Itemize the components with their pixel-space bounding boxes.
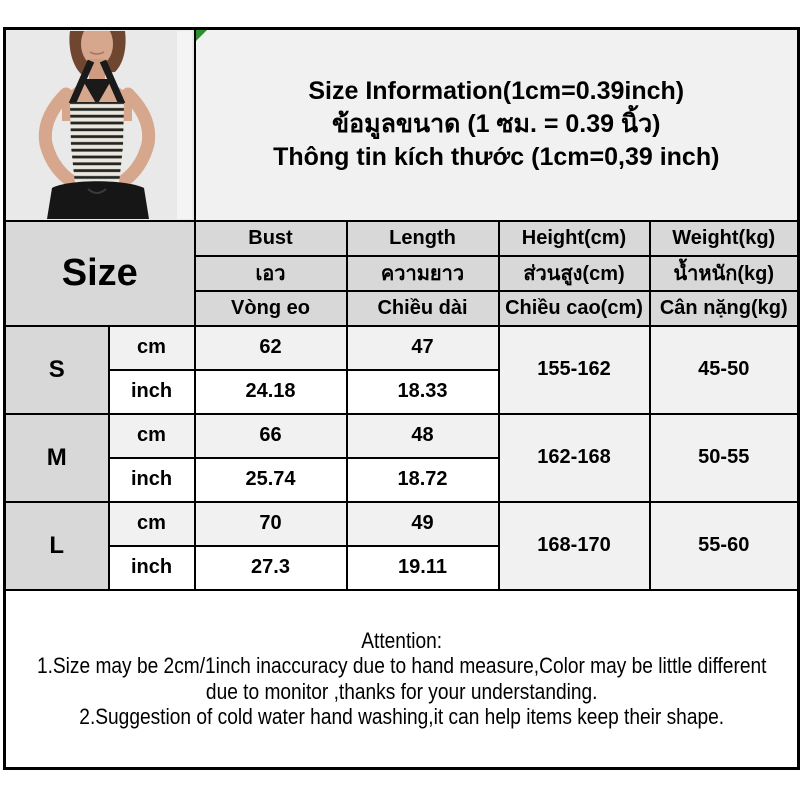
weight-value: 55-60 — [650, 502, 799, 590]
header-height-vi: Chiều cao(cm) — [499, 291, 650, 326]
attention-line-3: 2.Suggestion of cold water hand washing,it can help items keep their shape. — [79, 704, 725, 730]
striped-tube-top — [70, 102, 124, 184]
size-table — [3, 27, 800, 770]
header-length-vi: Chiều dài — [347, 291, 499, 326]
length-cm-value: 48 — [347, 414, 499, 458]
size-label-l: L — [5, 502, 109, 590]
height-value: 162-168 — [499, 414, 650, 502]
header-weight-th: น้ำหนัก(kg) — [650, 256, 799, 291]
title-en: Size Information(1cm=0.39inch) — [308, 77, 685, 106]
title-vi: Thông tin kích thước (1cm=0,39 inch) — [273, 143, 720, 172]
header-weight-vi: Cân nặng(kg) — [650, 291, 799, 326]
weight-value: 50-55 — [650, 414, 799, 502]
unit-inch: inch — [109, 370, 195, 414]
length-inch-value: 19.11 — [347, 546, 499, 590]
header-weight-en: Weight(kg) — [650, 221, 799, 256]
bust-cm-value: 70 — [195, 502, 347, 546]
title-th: ข้อมูลขนาด (1 ซม. = 0.39 นิ้ว) — [332, 110, 661, 139]
model-photo-illustration — [6, 31, 192, 219]
size-header: Size — [5, 221, 195, 326]
model-photo — [5, 29, 195, 221]
title-cell — [195, 29, 799, 221]
attention-heading: Attention: — [361, 627, 443, 653]
header-height-en: Height(cm) — [499, 221, 650, 256]
pants — [47, 181, 149, 219]
header-length-en: Length — [347, 221, 499, 256]
unit-cm: cm — [109, 414, 195, 458]
bust-cm-value: 66 — [195, 414, 347, 458]
header-height-th: ส่วนสูง(cm) — [499, 256, 650, 291]
length-inch-value: 18.33 — [347, 370, 499, 414]
length-cm-value: 47 — [347, 326, 499, 370]
bust-inch-value: 27.3 — [195, 546, 347, 590]
length-cm-value: 49 — [347, 502, 499, 546]
size-label-s: S — [5, 326, 109, 414]
bust-inch-value: 25.74 — [195, 458, 347, 502]
header-bust-th: เอว — [195, 256, 347, 291]
attention-note — [5, 590, 799, 769]
green-corner-marker — [196, 30, 207, 41]
length-inch-value: 18.72 — [347, 458, 499, 502]
unit-inch: inch — [109, 458, 195, 502]
weight-value: 45-50 — [650, 326, 799, 414]
unit-inch: inch — [109, 546, 195, 590]
header-bust-en: Bust — [195, 221, 347, 256]
height-value: 168-170 — [499, 502, 650, 590]
unit-cm: cm — [109, 326, 195, 370]
size-chart-panel — [3, 27, 797, 770]
unit-cm: cm — [109, 502, 195, 546]
bust-cm-value: 62 — [195, 326, 347, 370]
photo-right-strip — [177, 31, 192, 219]
size-label-m: M — [5, 414, 109, 502]
header-length-th: ความยาว — [347, 256, 499, 291]
height-value: 155-162 — [499, 326, 650, 414]
attention-line-2: due to monitor ,thanks for your understanding. — [205, 678, 598, 704]
header-bust-vi: Vòng eo — [195, 291, 347, 326]
bust-inch-value: 24.18 — [195, 370, 347, 414]
attention-line-1: 1.Size may be 2cm/1inch inaccuracy due to hand measure,Color may be little different — [36, 653, 767, 679]
